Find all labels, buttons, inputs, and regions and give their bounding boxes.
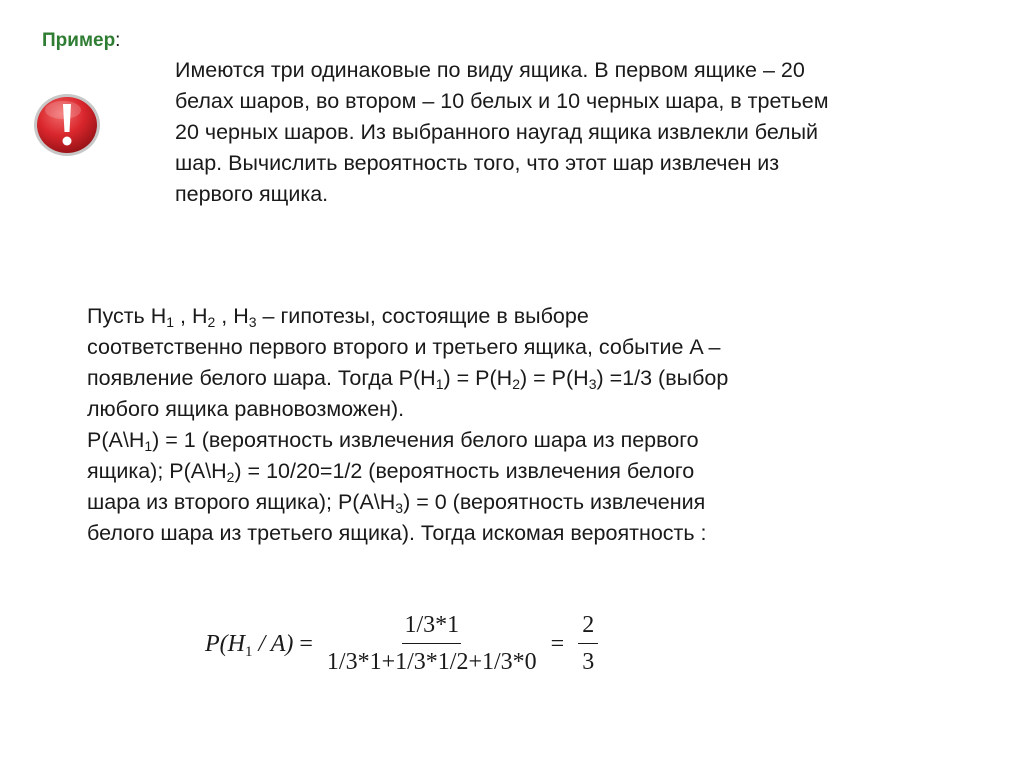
solution-line-5 bbox=[87, 425, 987, 456]
solution-text bbox=[87, 301, 987, 549]
result-fraction bbox=[578, 612, 598, 676]
text-run: , H bbox=[174, 304, 208, 328]
subscript: 3 bbox=[588, 376, 597, 392]
equals-sign: = bbox=[550, 630, 565, 657]
formula-subscript: 1 bbox=[244, 643, 253, 660]
formula-text: P(H bbox=[205, 630, 245, 657]
bayes-formula bbox=[205, 608, 606, 680]
subscript: 2 bbox=[207, 314, 216, 330]
text-run: ) =1/3 (выбор bbox=[596, 366, 729, 390]
subscript: 1 bbox=[435, 376, 444, 392]
problem-line: первого ящика. bbox=[175, 182, 329, 206]
text-run: ящика); P(A\H bbox=[87, 459, 227, 483]
text-run: ) = 1 (вероятность извлечения белого шара из первого bbox=[152, 428, 699, 452]
result-numerator: 2 bbox=[578, 612, 598, 644]
text-run: P(A\H bbox=[87, 428, 145, 452]
example-heading bbox=[42, 30, 120, 52]
text-run: – гипотезы, состоящие в выборе bbox=[256, 304, 589, 328]
text-run: ) = P(H bbox=[443, 366, 513, 390]
subscript: 1 bbox=[166, 314, 175, 330]
subscript: 1 bbox=[144, 438, 153, 454]
subscript: 2 bbox=[512, 376, 520, 392]
solution-line-6 bbox=[87, 456, 987, 487]
problem-line: Имеются три одинаковые по виду ящика. В первом ящике – 20 bbox=[175, 58, 805, 82]
formula-text: / A) bbox=[252, 630, 294, 657]
subscript: 3 bbox=[248, 314, 257, 330]
formula-lhs bbox=[205, 631, 293, 658]
solution-line-8: белого шара из третьего ящика). Тогда искомая вероятность : bbox=[87, 521, 707, 545]
text-run: Пусть H bbox=[87, 304, 167, 328]
problem-line: белах шаров, во втором – 10 белых и 10 черных шара, в третьем bbox=[175, 89, 829, 113]
text-run: ) = 10/20=1/2 (вероятность извлечения белого bbox=[234, 459, 695, 483]
solution-line-4: любого ящика равновозможен). bbox=[87, 397, 405, 421]
problem-line: шар. Вычислить вероятность того, что этот шар извлечен из bbox=[175, 151, 780, 175]
text-run: ) = P(H bbox=[520, 366, 589, 390]
text-run: шара из второго ящика); P(A\H bbox=[87, 490, 396, 514]
text-run: ) = 0 (вероятность извлечения bbox=[403, 490, 706, 514]
equals-sign: = bbox=[299, 630, 313, 657]
problem-statement bbox=[175, 55, 975, 210]
subscript: 2 bbox=[226, 469, 235, 485]
fraction-numerator: 1/3*1 bbox=[402, 612, 461, 644]
solution-line-2: соответственно первого второго и третьего ящика, событие A – bbox=[87, 335, 721, 359]
main-fraction bbox=[327, 612, 537, 676]
solution-line-1 bbox=[87, 301, 987, 332]
text-run: появление белого шара. Тогда P(H bbox=[87, 366, 436, 390]
result-denominator: 3 bbox=[582, 649, 595, 675]
heading-colon: : bbox=[115, 30, 121, 51]
text-run: , H bbox=[215, 304, 249, 328]
fraction-denominator: 1/3*1+1/3*1/2+1/3*0 bbox=[326, 649, 537, 675]
problem-line: 20 черных шаров. Из выбранного наугад ящика извлекли белый bbox=[175, 120, 819, 144]
heading-label: Пример bbox=[42, 30, 116, 51]
exclamation-icon bbox=[32, 92, 102, 158]
subscript: 3 bbox=[395, 500, 404, 516]
solution-line-7 bbox=[87, 487, 987, 518]
solution-line-3 bbox=[87, 363, 987, 394]
